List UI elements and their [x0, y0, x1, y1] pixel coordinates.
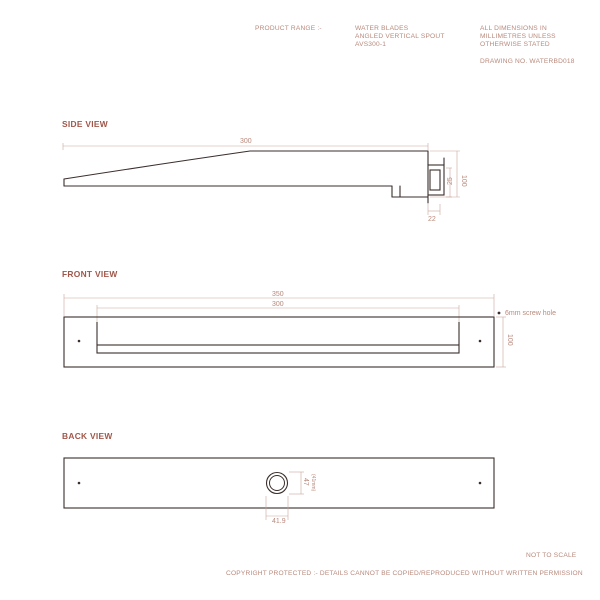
front-view-drawing	[64, 291, 556, 367]
back-view-heading: BACK VIEW	[62, 431, 113, 441]
side-outlet-depth-label: 22	[428, 216, 436, 223]
side-length-label: 300	[240, 138, 252, 145]
back-inlet-width-label: 41.9	[272, 518, 286, 525]
back-inlet-height-label: 47	[302, 478, 309, 486]
back-screw-hole-left	[78, 482, 81, 485]
dims-note-line3: OTHERWISE STATED	[480, 41, 550, 48]
copyright-notice: COPYRIGHT PROTECTED :- DETAILS CANNOT BE COPIED/REPRODUCED WITHOUT WRITTEN PERMISSION	[226, 570, 583, 577]
back-inlet-height-sublabel: (41mm)	[310, 474, 316, 492]
front-plate-outline	[64, 317, 494, 367]
front-overall-label: 350	[272, 291, 284, 298]
back-screw-hole-right	[479, 482, 482, 485]
back-inlet-dimensions	[266, 472, 304, 520]
back-view-drawing	[64, 458, 494, 525]
front-view-heading: FRONT VIEW	[62, 269, 118, 279]
side-height-label: 100	[460, 175, 467, 187]
front-blade-label: 300	[272, 301, 284, 308]
front-screw-hole-right	[479, 340, 482, 343]
side-view-heading: SIDE VIEW	[62, 119, 108, 129]
product-code: AVS300-1	[355, 41, 387, 48]
side-outlet-height-label: 25	[447, 177, 454, 185]
back-inlet-inner	[270, 476, 285, 491]
screw-hole-symbol	[498, 312, 501, 315]
product-range-label: PRODUCT RANGE :-	[255, 25, 322, 32]
product-line2: ANGLED VERTICAL SPOUT	[355, 33, 445, 40]
front-screw-hole-left	[78, 340, 81, 343]
front-height-dimension	[496, 317, 506, 367]
side-blade-outline	[64, 151, 444, 203]
dims-note-line2: MILLIMETRES UNLESS	[480, 33, 556, 40]
not-to-scale-note: NOT TO SCALE	[526, 552, 577, 559]
screw-hole-note: 6mm screw hole	[505, 310, 556, 317]
side-view-drawing	[63, 138, 467, 223]
dims-note-line1: ALL DIMENSIONS IN	[480, 25, 547, 32]
front-height-label: 100	[506, 334, 513, 346]
drawing-number: DRAWING NO. WATERBD018	[480, 58, 575, 65]
back-plate-outline	[64, 458, 494, 508]
product-line1: WATER BLADES	[355, 25, 409, 32]
